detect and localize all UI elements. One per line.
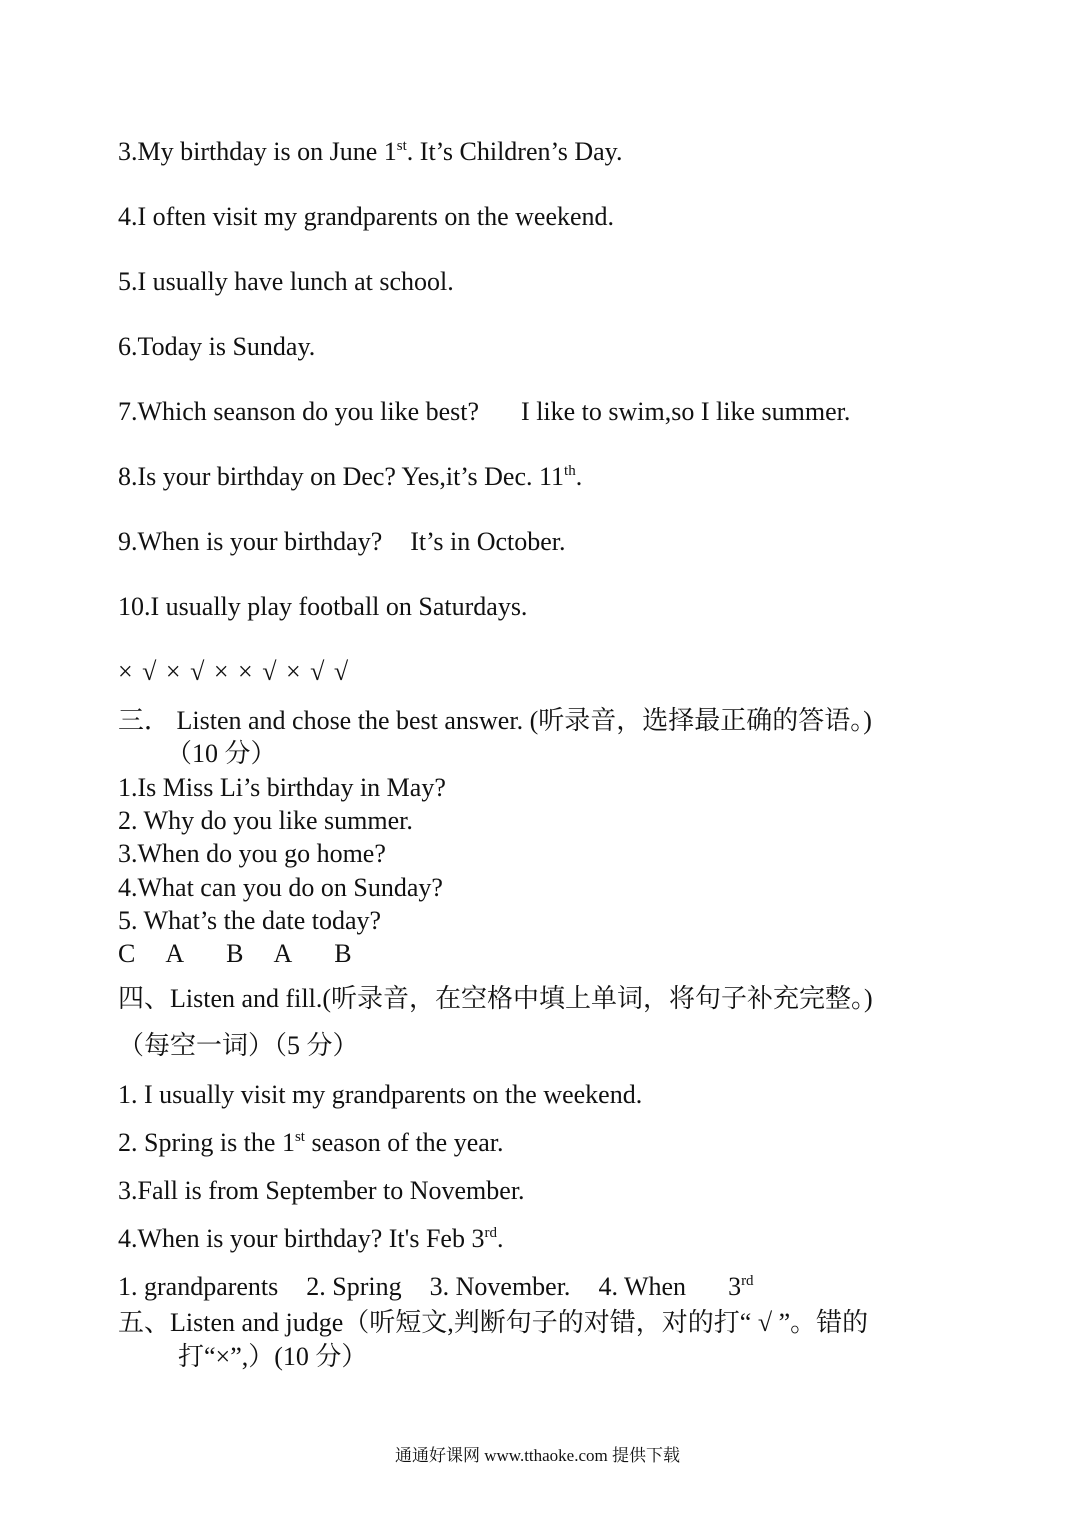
part4-item-4: 4.When is your birthday? It's Feb 3rd. bbox=[118, 1224, 504, 1253]
item-8: 8.Is your birthday on Dec? Yes,it’s Dec. 11th. bbox=[118, 462, 583, 491]
item-5: 5.I usually have lunch at school. bbox=[118, 267, 454, 296]
part3-answers: C A B A B bbox=[118, 939, 352, 968]
part4-item-1: 1. I usually visit my grandparents on the weekend. bbox=[118, 1080, 643, 1109]
item-6: 6.Today is Sunday. bbox=[118, 332, 316, 361]
item-9: 9.When is your birthday? It’s in October. bbox=[118, 527, 566, 556]
page-footer: 通通好课网 www.tthaoke.com 提供下载 bbox=[394, 1446, 681, 1465]
part3-item-4: 4.What can you do on Sunday? bbox=[118, 873, 443, 902]
part4-heading-score: （每空一词）（5 分） bbox=[118, 1031, 359, 1060]
part3-heading-score: （10 分） bbox=[166, 739, 277, 768]
part5-heading-line2: 打“×”,）(10 分） bbox=[178, 1342, 368, 1371]
part2-answers: × √ × √ × × √ × √ √ bbox=[118, 657, 349, 686]
part3-item-1: 1.Is Miss Li’s birthday in May? bbox=[118, 773, 446, 802]
item-7: 7.Which seanson do you like best? I like to swim,so I like summer. bbox=[118, 397, 851, 426]
part3-heading: 三． Listen and chose the best answer. (听录音，选择最正确的答语。) bbox=[118, 706, 872, 735]
part5-heading: 五、Listen and judge（听短文,判断句子的对错，对的打“ √ ”。错的 bbox=[118, 1308, 869, 1337]
part4-item-3: 3.Fall is from September to November. bbox=[118, 1176, 525, 1205]
item-3: 3.My birthday is on June 1st. It’s Children’s Day. bbox=[118, 137, 623, 166]
item-4: 4.I often visit my grandparents on the weekend. bbox=[118, 202, 615, 231]
part3-item-2: 2. Why do you like summer. bbox=[118, 806, 413, 835]
part4-item-2: 2. Spring is the 1st season of the year. bbox=[118, 1128, 504, 1157]
part3-item-3: 3.When do you go home? bbox=[118, 839, 386, 868]
item-10: 10.I usually play football on Saturdays. bbox=[118, 592, 528, 621]
part3-item-5: 5. What’s the date today? bbox=[118, 906, 382, 935]
part4-answers: 1. grandparents 2. Spring 3. November. 4. When 3rd bbox=[118, 1272, 754, 1301]
part4-heading: 四、Listen and fill.(听录音，在空格中填上单词，将句子补充完整。) bbox=[118, 984, 873, 1013]
